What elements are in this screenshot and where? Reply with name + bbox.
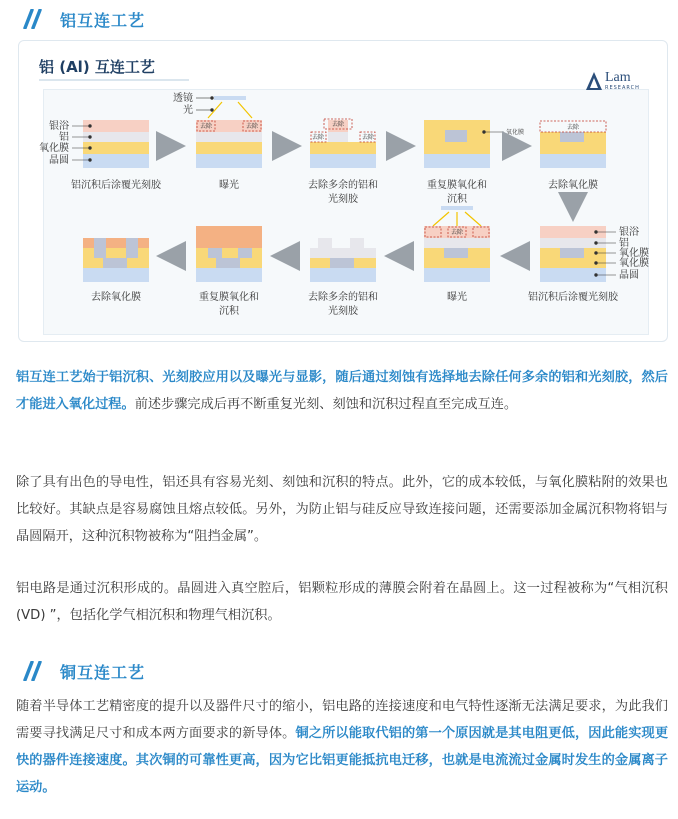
svg-text:去除: 去除 (311, 134, 325, 141)
svg-text:银浴: 银浴 (619, 227, 639, 238)
step-caption: 重复膜氧化和 (427, 180, 487, 191)
layer-label-bath: 银浴 (49, 121, 69, 132)
step-row1-1 (39, 119, 162, 191)
layer-label-wafer: 晶圆 (49, 155, 69, 166)
process-diagram (0, 40, 678, 340)
double-slash-icon (18, 9, 44, 29)
step-row2-2 (196, 226, 262, 317)
svg-text:去除: 去除 (245, 123, 259, 130)
step-caption: 光刻胶 (328, 306, 358, 317)
section-header-copper (18, 660, 145, 682)
logo-sub: RESEARCH (605, 85, 640, 91)
step-caption: 沉积 (219, 306, 239, 317)
svg-text:去除: 去除 (450, 229, 464, 236)
step-row1-3 (308, 119, 378, 205)
double-slash-icon (18, 661, 44, 681)
step-caption: 铝沉积后涂覆光刻胶 (71, 180, 161, 191)
svg-text:去除: 去除 (361, 134, 375, 141)
step-row2-3 (308, 238, 378, 317)
section-title: 铜互连工艺 (60, 662, 146, 682)
step-caption: 曝光 (219, 180, 239, 191)
svg-text:去除: 去除 (566, 124, 580, 131)
svg-text:晶圆: 晶圆 (619, 270, 639, 281)
step-row1-4 (424, 120, 524, 205)
step-row2-4 (424, 206, 490, 303)
step-caption: 光刻胶 (328, 194, 358, 205)
step-caption: 去除氧化膜 (548, 180, 598, 191)
step-caption: 去除多余的铝和 (308, 180, 378, 191)
step-caption: 去除多余的铝和 (308, 292, 378, 303)
step-caption: 去除氧化膜 (91, 292, 141, 303)
step-row1-2 (173, 91, 262, 191)
svg-text:去除: 去除 (199, 123, 213, 130)
layer-label-oxide: 氧化膜 (39, 143, 69, 154)
svg-text:氧化膜: 氧化膜 (619, 258, 649, 269)
paragraph-3: 铝电路是通过沉积形成的。晶圆进入真空腔后，铝颗粒形成的薄膜会附着在晶圆上。这一过程被称为“气相沉积 (VD) ”，包括化学气相沉积和物理气相沉积。 (16, 581, 668, 623)
light-label-lens: 透镜 (173, 93, 193, 104)
svg-text:铝: 铝 (619, 238, 629, 249)
section-title: 铝互连工艺 (60, 10, 146, 30)
step-row1-5 (540, 121, 606, 191)
side-label-oxide: 氧化膜 (506, 129, 525, 136)
svg-text:氧化膜: 氧化膜 (619, 248, 649, 259)
layer-label-al: 铝 (59, 132, 69, 143)
svg-text:去除: 去除 (331, 121, 345, 128)
step-caption: 沉积 (447, 194, 467, 205)
step-row2-1 (83, 238, 149, 303)
step-caption: 铝沉积后涂覆光刻胶 (528, 292, 618, 303)
logo-word: Lam (605, 70, 631, 85)
paragraph-2: 除了具有出色的导电性，铝还具有容易光刻、刻蚀和沉积的特点。此外，它的成本较低，与氧化膜粘附的效果也比较好。其缺点是容易腐蚀且熔点较低。另外，为防止铝与硅反应导致连接问题，还需要添加金属沉积物将铝与晶圆隔开，这种沉积物被称为“阻挡金属”。 (16, 475, 668, 544)
step-caption: 曝光 (447, 292, 467, 303)
paragraph-4: 随着半导体工艺精密度的提升以及器件尺寸的缩小，铝电路的连接速度和电气特性逐渐无法满足要求，为此我们需要寻找满足尺寸和成本两方面要求的新导体。铜之所以能取代铝的第一个原因就是其电阻更低，因此能实现更快的器件连接速度。其次铜的可靠性更高，因为它比铝更能抵抗电迁移，也就是电流流过金属时发生的金属离子运动。 (16, 699, 669, 795)
light-label-light: 光 (183, 105, 193, 116)
step-caption: 重复膜氧化和 (199, 292, 259, 303)
diagram-title: 铝 (Al) 互连工艺 (39, 58, 155, 76)
section-header-aluminum (18, 8, 145, 30)
step-row2-5 (528, 225, 649, 303)
paragraph-1: 铝互连工艺始于铝沉积、光刻胶应用以及曝光与显影，随后通过刻蚀有选择地去除任何多余的铝和光刻胶，然后才能进入氧化过程。前述步骤完成后再不断重复光刻、刻蚀和沉积过程直至完成互连。 (16, 370, 668, 412)
